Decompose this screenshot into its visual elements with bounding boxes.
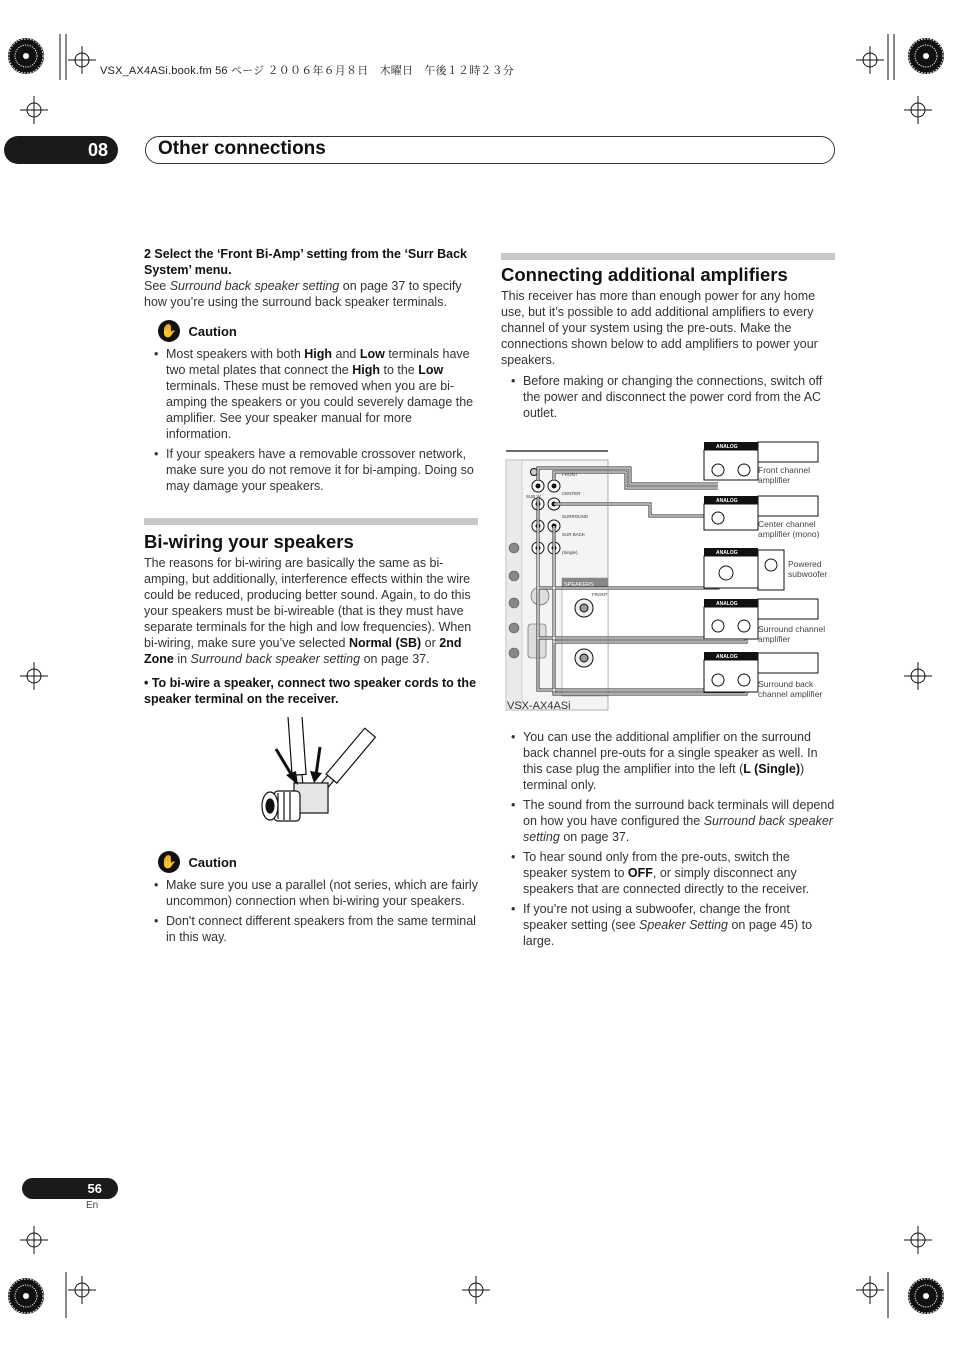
file-header: VSX_AX4ASi.book.fm 56 ページ ２００６年６月８日 木曜日 午後１２時２３分 bbox=[100, 65, 515, 77]
biwire-instruction: • To bi-wire a speaker, connect two speaker cords to the speaker terminal on the receiver. bbox=[144, 676, 477, 706]
caution-hand-icon: ✋ bbox=[158, 320, 180, 342]
biwire-illustration bbox=[144, 717, 478, 847]
amp-input-center bbox=[704, 496, 758, 530]
right-bullets bbox=[501, 729, 835, 949]
caution-1-header bbox=[158, 320, 478, 342]
front-amp-box bbox=[758, 442, 818, 462]
caution-1-bullet-2: • If your speakers have a removable crossover network, make sure you do not remove it for bi-amping. Doing so may damage your speakers. bbox=[144, 446, 478, 494]
chapter-title: Other connections bbox=[158, 138, 326, 159]
panel-surround-label: SURROUND bbox=[562, 514, 589, 519]
amp-input-surround bbox=[704, 599, 758, 639]
center-amp-label: Center channel amplifier (mono) bbox=[758, 519, 820, 539]
caution-2-bullet-1: • Make sure you use a parallel (not series, which are fairly uncommon) connection when bi-wiring your speakers. bbox=[144, 877, 478, 909]
caution-hand-icon: ✋ bbox=[158, 851, 180, 873]
surround-amp-box bbox=[758, 599, 818, 619]
panel-subw-label: SUB W. bbox=[526, 494, 542, 499]
analog-label: ANALOG bbox=[716, 550, 738, 556]
center-amp-box bbox=[758, 496, 818, 516]
panel-single-label: (Single) bbox=[562, 550, 578, 555]
analog-label: ANALOG bbox=[716, 601, 738, 607]
right-column bbox=[501, 253, 835, 421]
right-bullet-1: • You can use the additional amplifier on the surround back channel pre-outs for a single speaker as well. In this case plug the amplifier into the left (L (Single)) terminal only. bbox=[501, 729, 835, 793]
step-paragraph: See Surround back speaker setting on page 37 to specify how you’re using the surround back speaker terminals. bbox=[144, 279, 462, 309]
chapter-number: 08 bbox=[4, 136, 118, 164]
panel-speakers-label: SPEAKERS bbox=[564, 582, 594, 588]
panel-front-spk-label: FRONT bbox=[592, 592, 608, 597]
section-divider bbox=[501, 253, 835, 260]
page-number: 56 bbox=[22, 1178, 118, 1199]
caution-2-bullet-2: • Don't connect different speakers from the same terminal in this way. bbox=[144, 913, 478, 945]
caution-label: Caution bbox=[188, 323, 237, 339]
surround-back-amp-label: Surround back channel amplifier bbox=[758, 679, 823, 699]
subwoofer-label: Powered subwoofer bbox=[788, 559, 828, 579]
panel-center-label: CENTER bbox=[562, 491, 581, 496]
front-amp-label: Front channel amplifier bbox=[758, 465, 810, 485]
right-bullet-3: • To hear sound only from the pre-outs, switch the speaker system to OFF, or simply disconnect any speakers that are connected directly to the receiver. bbox=[501, 849, 835, 897]
amps-bullet-1: • Before making or changing the connections, switch off the power and disconnect the power cord from the AC outlet. bbox=[501, 373, 835, 421]
subwoofer-cone bbox=[765, 559, 777, 571]
caution-1-bullet-1: • Most speakers with both High and Low terminals have two metal plates that connect the High to the Low terminals. These must be removed when you are bi-amping the speakers or you could severely damage the amplifier. See your speaker manual for more information. bbox=[144, 346, 478, 442]
biwire-title: Bi-wiring your speakers bbox=[144, 531, 354, 552]
surround-amp-label: Surround channel amplifier bbox=[758, 624, 826, 644]
panel-surback-label: SUR BACK bbox=[562, 532, 586, 537]
section-divider bbox=[144, 518, 478, 525]
amp-input-subwoofer bbox=[704, 548, 758, 588]
analog-label: ANALOG bbox=[716, 654, 738, 660]
step-heading: 2 Select the ‘Front Bi-Amp’ setting from the ‘Surr Back System’ menu. bbox=[144, 247, 467, 277]
amp-input-front bbox=[704, 442, 758, 480]
analog-label: ANALOG bbox=[716, 498, 738, 504]
panel-front-label: FRONT bbox=[562, 472, 578, 477]
right-bullet-4: • If you’re not using a subwoofer, change the front speaker setting (see Speaker Setting on page 45) to large. bbox=[501, 901, 835, 949]
caution-2-header bbox=[158, 851, 478, 873]
amp-input-surround-back bbox=[704, 652, 758, 692]
model-label: VSX-AX4ASi bbox=[507, 700, 571, 712]
biwire-paragraph: The reasons for bi-wiring are basically the same as bi-amping, but additionally, interference effects within the wire could be reduced, producing better sound. Again, to do this your speakers must be bi-wireable (that is they must have separate terminals for the high and low frequencies). When bi-wiring, make sure you’ve selected Normal (SB) or 2nd Zone in Surround back speaker setting on page 37. bbox=[144, 556, 472, 666]
surround-back-amp-box bbox=[758, 653, 818, 673]
analog-label: ANALOG bbox=[716, 444, 738, 450]
caution-label: Caution bbox=[188, 854, 237, 870]
amps-title: Connecting additional amplifiers bbox=[501, 264, 788, 285]
left-column bbox=[144, 246, 478, 945]
amps-paragraph: This receiver has more than enough power for any home use, but it’s possible to add additional amplifiers to every channel of your system using the pre-outs. Make the connections shown below to add amplifiers to power your speakers. bbox=[501, 289, 818, 367]
right-bullet-2: • The sound from the surround back terminals will depend on how you have configured the Surround back speaker setting on page 37. bbox=[501, 797, 835, 845]
page-language: En bbox=[86, 1200, 99, 1211]
